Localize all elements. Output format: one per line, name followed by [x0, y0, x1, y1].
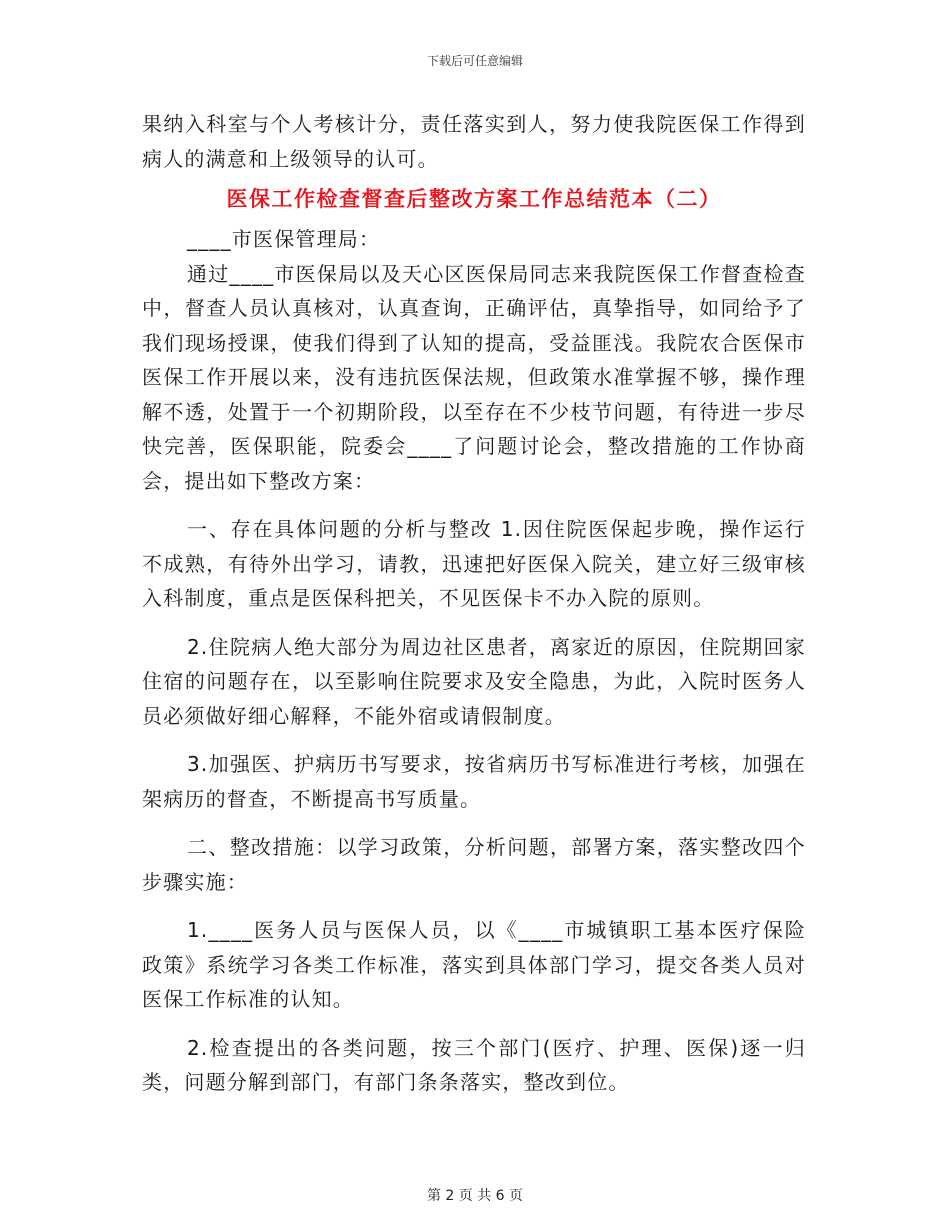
paragraph-7: 2.检查提出的各类问题，按三个部门(医疗、护理、医保)逐一归类，问题分解到部门，有部门条条落实，整改到位。: [142, 1035, 806, 1094]
page-footer: 第 2 页 共 6 页: [426, 1188, 524, 1204]
page-header: 下载后可任意编辑: [426, 54, 523, 68]
intro-continuation: 果纳入科室与个人考核计分，责任落实到人，努力使我院医保工作得到病人的满意和上级领导的认可。: [142, 112, 806, 171]
paragraph-4: 3.加强医、护病历书写要求，按省病历书写标准进行考核，加强在架病历的督查，不断提高书写质量。: [142, 752, 806, 811]
paragraph-1: 通过____市医保局以及天心区医保局同志来我院医保工作督查检查中，督查人员认真核对，认真查询，正确评估，真挚指导，如同给予了我们现场授课，使我们得到了认知的提高，受益匪浅。我院农合医保市医保工作开展以来，没有违抗医保法规，但政策水准掌握不够，操作理解不透，处置于一个初期阶段，以至存在不少枝节问题，有待进一步尽快完善，医保职能，院委会____了问题讨论会，整改措施的工作协商会，提出如下整改方案：: [142, 261, 806, 493]
section-title: 医保工作检查督查后整改方案工作总结范本（二）: [226, 187, 722, 211]
paragraph-3: 2.住院病人绝大部分为周边社区患者，离家近的原因，住院期回家住宿的问题存在，以至影响住院要求及安全隐患，为此，入院时医务人员必须做好细心解释，不能外宿或请假制度。: [142, 634, 806, 728]
paragraph-2: 一、存在具体问题的分析与整改 1.因住院医保起步晚，操作运行不成熟，有待外出学习，请教，迅速把好医保入院关，建立好三级审核入科制度，重点是医保科把关，不见医保卡不办入院的原则。: [142, 517, 806, 610]
document-body: [142, 107, 806, 1100]
paragraph-5: 二、整改措施：以学习政策，分析问题，部署方案，落实整改四个步骤实施：: [142, 835, 806, 894]
paragraph-6: 1.____医务人员与医保人员，以《____市城镇职工基本医疗保险政策》系统学习各类工作标准，落实到具体部门学习，提交各类人员对医保工作标准的认知。: [142, 918, 806, 1011]
salutation: ____市医保管理局：: [187, 227, 381, 251]
